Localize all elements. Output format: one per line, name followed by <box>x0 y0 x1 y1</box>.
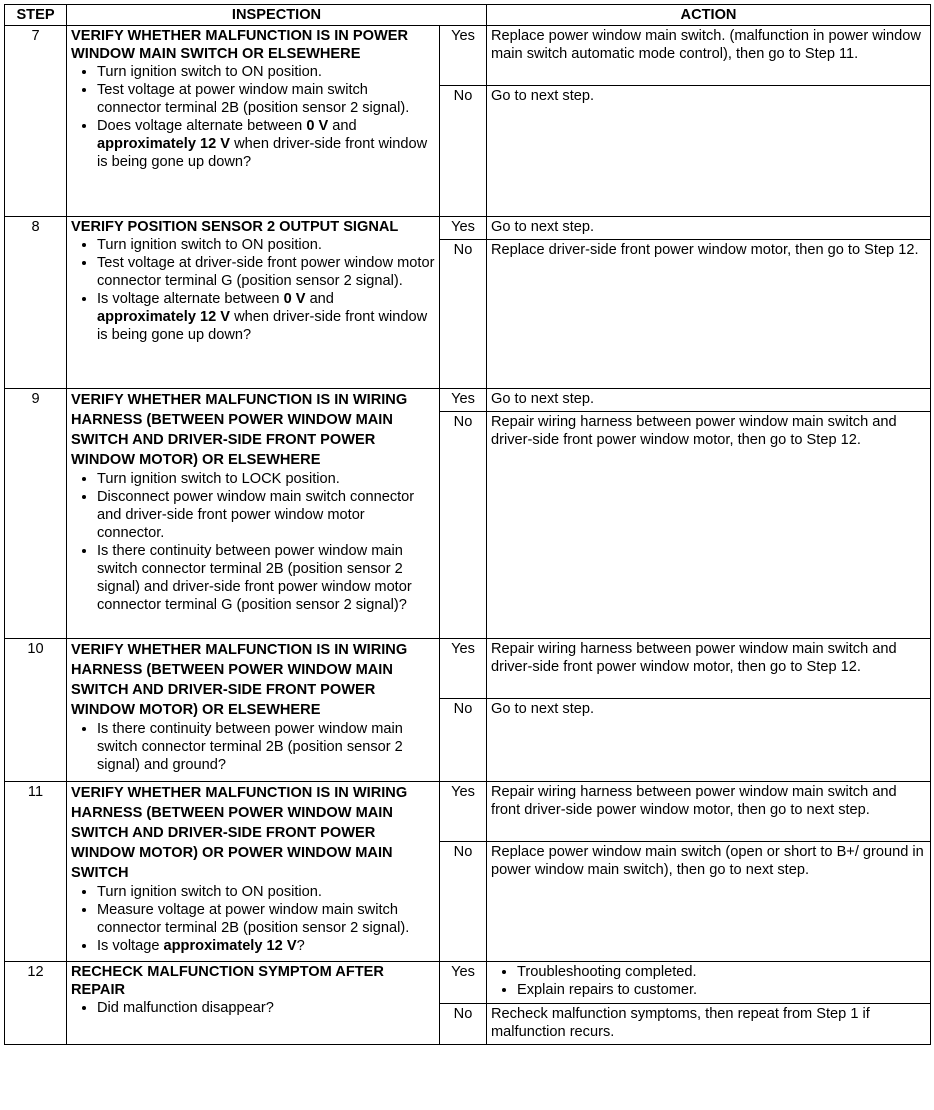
question-value: approximately 12 V <box>97 136 231 152</box>
no-label: No <box>440 412 487 639</box>
no-action: Go to next step. <box>487 699 931 782</box>
question-text: and <box>328 118 357 134</box>
inspection-list <box>71 470 435 614</box>
yes-action <box>487 962 931 1004</box>
inspection-list <box>71 236 435 344</box>
no-label: No <box>440 240 487 389</box>
header-row <box>5 5 931 26</box>
header-action: ACTION <box>487 5 931 26</box>
step-number: 10 <box>5 639 67 782</box>
no-label: No <box>440 699 487 782</box>
yes-label: Yes <box>440 782 487 842</box>
question-value: 0 V <box>306 118 329 134</box>
list-item: • Test voltage at power window main switch connector terminal 2B (position sensor 2 signal). <box>97 81 435 117</box>
inspection-title: VERIFY WHETHER MALFUNCTION IS IN WIRING HARNESS (BETWEEN POWER WINDOW MAIN SWITCH AND DRIVER-SIDE FRONT POWER WINDOW MOTOR) OR POWER WINDOW MAIN SWITCH <box>71 785 408 881</box>
table-row <box>5 217 931 240</box>
list-item: • Explain repairs to customer. <box>517 981 926 999</box>
question-text: when driver-side front window is being gone up down? <box>97 136 428 170</box>
list-item: • Turn ignition switch to ON position. <box>97 63 435 81</box>
no-action: Recheck malfunction symptoms, then repeat from Step 1 if malfunction recurs. <box>487 1004 931 1045</box>
inspection-list <box>71 720 435 774</box>
yes-label: Yes <box>440 962 487 1004</box>
question-text: Does voltage alternate between <box>97 118 307 134</box>
table-row <box>5 389 931 412</box>
step-number: 9 <box>5 389 67 639</box>
question-text: and <box>305 291 334 307</box>
table-row <box>5 639 931 699</box>
question-value: approximately 12 V <box>97 309 231 325</box>
yes-action: Go to next step. <box>487 217 931 240</box>
list-item: • Turn ignition switch to ON position. <box>97 236 435 254</box>
inspection-cell <box>67 217 440 389</box>
yes-action: Replace power window main switch. (malfunction in power window main switch automatic mode control), then go to Step 11. <box>487 26 931 86</box>
no-action: Replace driver-side front power window motor, then go to Step 12. <box>487 240 931 389</box>
question-value: approximately 12 V <box>163 938 297 954</box>
yes-label: Yes <box>440 389 487 412</box>
list-item: • Turn ignition switch to ON position. <box>97 883 435 901</box>
list-item: • Turn ignition switch to LOCK position. <box>97 470 435 488</box>
yes-label: Yes <box>440 26 487 86</box>
inspection-title: VERIFY POSITION SENSOR 2 OUTPUT SIGNAL <box>71 219 399 235</box>
yes-action: Repair wiring harness between power window main switch and driver-side front power window motor, then go to Step 12. <box>487 639 931 699</box>
inspection-list <box>71 883 435 955</box>
inspection-list <box>71 63 435 171</box>
list-item <box>97 117 435 171</box>
no-label: No <box>440 86 487 217</box>
header-step: STEP <box>5 5 67 26</box>
table-row <box>5 26 931 86</box>
list-item <box>97 290 435 344</box>
no-action: Repair wiring harness between power window main switch and driver-side front power window motor, then go to Step 12. <box>487 412 931 639</box>
list-item: • Is there continuity between power window main switch connector terminal 2B (position sensor 2 signal) and driver-side front power window motor connector terminal G (position sensor 2 signal)? <box>97 542 435 614</box>
no-label: No <box>440 1004 487 1045</box>
question-text: Is voltage alternate between <box>97 291 284 307</box>
no-action: Replace power window main switch (open or short to B+/ ground in power window main switch), then go to next step. <box>487 842 931 962</box>
list-item: • Troubleshooting completed. <box>517 963 926 981</box>
yes-action: Repair wiring harness between power window main switch and front driver-side power window motor, then go to next step. <box>487 782 931 842</box>
inspection-title: RECHECK MALFUNCTION SYMPTOM AFTER REPAIR <box>71 964 384 998</box>
list-item: • Did malfunction disappear? <box>97 999 435 1017</box>
header-inspection: INSPECTION <box>67 5 487 26</box>
inspection-title: VERIFY WHETHER MALFUNCTION IS IN WIRING HARNESS (BETWEEN POWER WINDOW MAIN SWITCH AND DRIVER-SIDE FRONT POWER WINDOW MOTOR) OR ELSEWHERE <box>71 392 408 468</box>
yes-label: Yes <box>440 639 487 699</box>
step-number: 11 <box>5 782 67 962</box>
list-item: • Measure voltage at power window main switch connector terminal 2B (position sensor 2 signal). <box>97 901 435 937</box>
inspection-list <box>71 999 435 1017</box>
troubleshooting-table <box>4 4 931 1045</box>
table-row <box>5 962 931 1004</box>
question-value: 0 V <box>283 291 306 307</box>
inspection-title: VERIFY WHETHER MALFUNCTION IS IN WIRING HARNESS (BETWEEN POWER WINDOW MAIN SWITCH AND DRIVER-SIDE FRONT POWER WINDOW MOTOR) OR ELSEWHERE <box>71 642 408 718</box>
list-item: • Disconnect power window main switch connector and driver-side front power window motor connector. <box>97 488 435 542</box>
inspection-cell <box>67 26 440 217</box>
table-row <box>5 782 931 842</box>
step-number: 7 <box>5 26 67 217</box>
list-item: • Test voltage at driver-side front power window motor connector terminal G (position sensor 2 signal). <box>97 254 435 290</box>
yes-action: Go to next step. <box>487 389 931 412</box>
inspection-cell <box>67 389 440 639</box>
question-text: ? <box>296 938 305 954</box>
step-number: 12 <box>5 962 67 1045</box>
inspection-title: VERIFY WHETHER MALFUNCTION IS IN POWER WINDOW MAIN SWITCH OR ELSEWHERE <box>71 28 409 62</box>
question-text: Is voltage <box>97 938 164 954</box>
no-action: Go to next step. <box>487 86 931 217</box>
step-number: 8 <box>5 217 67 389</box>
no-label: No <box>440 842 487 962</box>
list-item: • Is there continuity between power window main switch connector terminal 2B (position sensor 2 signal) and ground? <box>97 720 435 774</box>
inspection-cell <box>67 782 440 962</box>
action-list <box>491 963 926 999</box>
yes-label: Yes <box>440 217 487 240</box>
list-item <box>97 937 435 955</box>
inspection-cell <box>67 962 440 1045</box>
question-text: when driver-side front window is being gone up down? <box>97 309 428 343</box>
inspection-cell <box>67 639 440 782</box>
